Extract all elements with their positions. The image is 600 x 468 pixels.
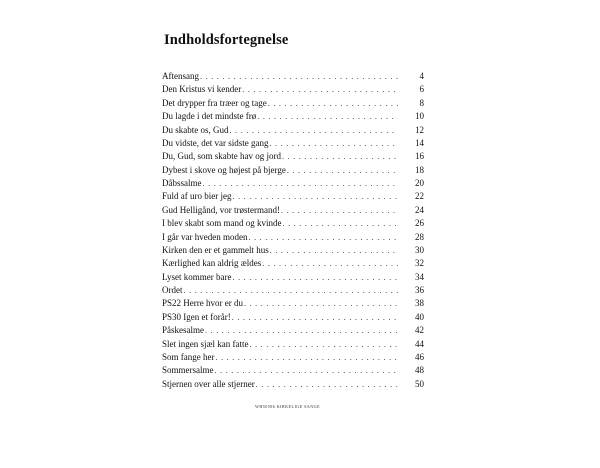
toc-entry — [162, 70, 424, 83]
dot-leader — [232, 190, 398, 203]
dot-leader — [205, 324, 398, 337]
entry-page-number: 8 — [419, 97, 424, 108]
entry-page-number: 26 — [415, 218, 424, 229]
entry-title: Som fange her — [162, 351, 215, 362]
entry-title: Du vidste, det var sidste gang — [162, 137, 269, 148]
toc-entry — [162, 284, 424, 297]
toc-entry — [162, 124, 424, 137]
dot-leader — [203, 177, 399, 190]
entry-page-number: 48 — [415, 365, 424, 376]
toc-entry — [162, 177, 424, 190]
dot-leader — [244, 297, 398, 310]
entry-page-number: 34 — [415, 271, 424, 282]
entry-page-number: 6 — [419, 84, 424, 95]
entry-title: Kærlighed kan aldrig ældes — [162, 258, 262, 269]
entry-title: Fuld af uro bier jeg — [162, 191, 232, 202]
entry-page-number: 18 — [415, 164, 424, 175]
toc-entry — [162, 231, 424, 244]
entry-title: Påskesalme — [162, 325, 204, 336]
entry-page-number: 30 — [415, 244, 424, 255]
entry-title: Kirken den er et gammelt hus — [162, 244, 269, 255]
entry-title: I går var hveden moden — [162, 231, 248, 242]
dot-leader — [257, 110, 398, 123]
dot-leader — [287, 164, 398, 177]
entry-title: Slet ingen sjæl kan fatte — [162, 338, 249, 349]
toc-entry — [162, 311, 424, 324]
entry-page-number: 4 — [419, 71, 424, 81]
dot-leader — [242, 83, 398, 96]
dot-leader — [282, 150, 398, 163]
entry-title: Gud Helligånd, vor trøstermand! — [162, 204, 280, 215]
toc-entry — [162, 137, 424, 150]
page-title: Indholdsfortegnelse — [164, 32, 289, 48]
dot-leader — [215, 351, 398, 364]
entry-title: Du, Gud, som skabte hav og jord — [162, 151, 281, 162]
entry-title: Lyset kommer bare — [162, 271, 232, 282]
dot-leader — [281, 204, 398, 217]
toc-entry — [162, 244, 424, 257]
toc-entry — [162, 204, 424, 217]
dot-leader — [248, 231, 398, 244]
entry-title: Dybest i skove og højest på bjerge — [162, 164, 286, 175]
dot-leader — [230, 124, 399, 137]
entry-page-number: 28 — [415, 231, 424, 242]
entry-title: Stjernen over alle stjerner — [162, 378, 255, 389]
dot-leader — [268, 97, 398, 110]
toc-entry — [162, 164, 424, 177]
dot-leader — [256, 378, 398, 391]
toc-entry — [162, 110, 424, 123]
entry-page-number: 16 — [415, 151, 424, 162]
entry-title: Dåbssalme — [162, 178, 202, 188]
dot-leader — [184, 284, 399, 297]
toc-entry — [162, 83, 424, 96]
entry-title: Ordet — [162, 285, 183, 295]
dot-leader — [270, 244, 398, 257]
dot-leader — [215, 364, 399, 377]
entry-page-number: 42 — [415, 325, 424, 336]
dot-leader — [262, 257, 398, 270]
entry-title: Det drypper fra træer og tage — [162, 97, 267, 108]
entry-page-number: 14 — [415, 137, 424, 148]
entry-title: PS22 Herre hvor er du — [162, 298, 243, 309]
entry-page-number: 46 — [415, 351, 424, 362]
toc-entry — [162, 150, 424, 163]
entry-page-number: 12 — [415, 124, 424, 135]
dot-leader — [249, 338, 398, 351]
dot-leader — [282, 217, 398, 230]
entry-page-number: 10 — [415, 111, 424, 122]
entry-title: Aftensang — [162, 71, 199, 81]
table-of-contents — [162, 70, 424, 391]
toc-entry — [162, 97, 424, 110]
entry-page-number: 50 — [415, 378, 424, 389]
entry-title: PS30 Igen et forår! — [162, 311, 231, 322]
entry-page-number: 40 — [415, 311, 424, 322]
toc-entry — [162, 190, 424, 203]
toc-entry — [162, 297, 424, 310]
entry-title: Den Kristus vi kender — [162, 84, 242, 95]
entry-title: I blev skabt som mand og kvinde — [162, 218, 282, 229]
page-footer: WH50586 KIRKELIGE SANGE — [255, 404, 321, 409]
dot-leader — [232, 271, 398, 284]
dot-leader — [232, 311, 398, 324]
toc-entry — [162, 271, 424, 284]
toc-entry — [162, 378, 424, 391]
entry-page-number: 24 — [415, 204, 424, 215]
entry-page-number: 22 — [415, 191, 424, 202]
entry-title: Sommersalme — [162, 365, 214, 376]
toc-entry — [162, 217, 424, 230]
toc-entry — [162, 364, 424, 377]
entry-page-number: 38 — [415, 298, 424, 309]
toc-entry — [162, 324, 424, 337]
entry-page-number: 32 — [415, 258, 424, 269]
entry-title: Du skabte os, Gud — [162, 124, 229, 135]
toc-entry — [162, 338, 424, 351]
toc-entry — [162, 351, 424, 364]
entry-page-number: 44 — [415, 338, 424, 349]
entry-page-number: 20 — [415, 178, 424, 188]
entry-title: Du lagde i det mindste frø — [162, 111, 257, 122]
dot-leader — [200, 70, 398, 83]
dot-leader — [269, 137, 398, 150]
entry-page-number: 36 — [415, 285, 424, 295]
toc-entry — [162, 257, 424, 270]
